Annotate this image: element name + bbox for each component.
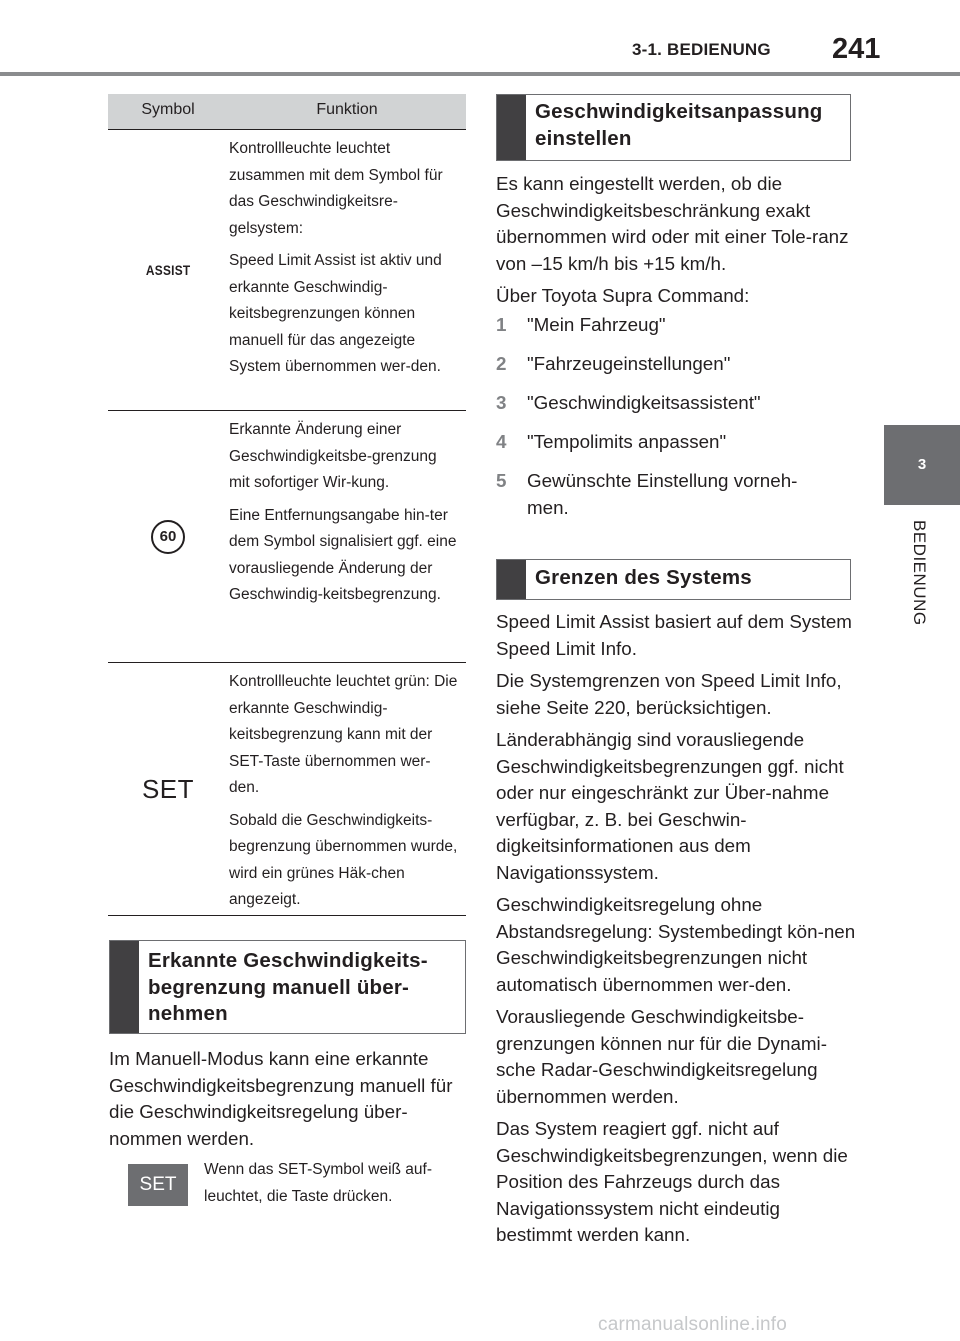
- table-row: [108, 663, 466, 916]
- function-cell: [228, 130, 466, 387]
- limits-body: [496, 609, 856, 1255]
- header-rule: [0, 72, 960, 76]
- limits-paragraph: Das System reagiert ggf. nicht auf Geschwindigkeitsbegrenzungen, wenn die Position des Fahrzeugs durch das Navigationssystem nicht eindeutig bestimmt werden kann.: [496, 1118, 848, 1245]
- step-text: "Fahrzeugeinstellungen": [527, 353, 731, 374]
- step-number: 5: [496, 470, 507, 491]
- symbol-table: [108, 94, 466, 916]
- list-item: [496, 312, 856, 339]
- heading-text: Geschwindigkeitsanpassung einstellen: [535, 100, 823, 150]
- speed-limit-sign-icon: 60: [151, 520, 185, 554]
- function-cell: [228, 663, 466, 920]
- step-number: 1: [496, 314, 507, 335]
- table-row: [108, 130, 466, 411]
- function-text: Kontrollleuchte leuchtet grün: Die erkannte Geschwindig-keitsbegrenzung kann mit der SET-Taste übernommen wer-den.: [229, 673, 458, 796]
- step-list: [496, 312, 856, 534]
- watermark: carmanualsonline.info: [598, 1314, 788, 1335]
- limits-paragraph: Vorausliegende Geschwindigkeitsbe-grenzungen können nur für die Dynami-sche Radar-Geschwindigkeitsregelung übernommen werden.: [496, 1006, 827, 1107]
- step-text: Gewünschte Einstellung vorneh-men.: [527, 470, 798, 518]
- limits-paragraph: Speed Limit Assist basiert auf dem System Speed Limit Info.: [496, 611, 852, 659]
- function-text: Erkannte Änderung einer Geschwindigkeitsbe-grenzung mit sofortiger Wir-kung.: [229, 421, 437, 491]
- set-note: Wenn das SET-Symbol weiß auf-leuchtet, die Taste drücken.: [204, 1161, 432, 1205]
- chapter-tab: 3: [884, 425, 960, 505]
- page-number: 241: [832, 33, 881, 65]
- list-item: [496, 429, 856, 456]
- step-text: "Tempolimits anpassen": [527, 431, 727, 452]
- table-header: [108, 94, 466, 130]
- chapter-label: BEDIENUNG: [910, 520, 929, 626]
- section-heading-manual: [109, 940, 466, 1034]
- heading-text: Erkannte Geschwindigkeits-begrenzung manuell über-nehmen: [148, 949, 428, 1025]
- page-header: [0, 0, 960, 80]
- assist-icon: ASSIST: [145, 262, 191, 278]
- limits-paragraph: Länderabhängig sind vorausliegende Geschwindigkeitsbegrenzungen ggf. nicht oder nur eingeschränkt zur Über-nahme verfügbar, z. B. bei Geschwin-digkeitsinformationen aus dem Navigationssystem.: [496, 729, 844, 883]
- step-number: 4: [496, 431, 507, 452]
- adjust-via: Über Toyota Supra Command:: [496, 285, 750, 306]
- manual-body: Im Manuell-Modus kann eine erkannte Geschwindigkeitsbegrenzung manuell für die Geschwindigkeitsregelung über-nommen werden.: [109, 1048, 453, 1149]
- section-heading-adjust: [496, 94, 851, 161]
- col-function-header: Funktion: [316, 101, 378, 118]
- function-text: Eine Entfernungsangabe hin-ter dem Symbol signalisiert ggf. eine vorausliegende Änderung der Geschwindig-keitsbegrenzung.: [229, 506, 457, 603]
- step-text: "Geschwindigkeitsassistent": [527, 392, 761, 413]
- adjust-intro: Es kann eingestellt werden, ob die Geschwindigkeitsbeschränkung exakt übernommen wird oder mit einer Tole-ranz von –15 km/h bis +15 km/h.: [496, 173, 849, 274]
- list-item: [496, 390, 856, 417]
- col-symbol-header: Symbol: [141, 101, 195, 118]
- limits-paragraph: Die Systemgrenzen von Speed Limit Info, siehe Seite 220, berücksichtigen.: [496, 670, 842, 718]
- step-number: 2: [496, 353, 507, 374]
- function-text: Speed Limit Assist ist aktiv und erkannte Geschwindig-keitsbegrenzungen können manuell für das angezeigte System übernommen wer-den.: [229, 252, 442, 375]
- section-title: 3-1. BEDIENUNG: [632, 40, 771, 59]
- set-button-icon: SET: [128, 1164, 188, 1206]
- function-text: Sobald die Geschwindigkeits-begrenzung übernommen wurde, wird ein grünes Häk-chen angezeigt.: [229, 811, 458, 908]
- limits-paragraph: Geschwindigkeitsregelung ohne Abstandsregelung: Systembedingt kön-nen Geschwindigkeitsbegrenzungen nicht automatisch übernommen wer-den.: [496, 894, 856, 995]
- section-heading-limits: [496, 559, 851, 600]
- table-row: [108, 411, 466, 663]
- function-text: Kontrollleuchte leuchtet zusammen mit dem Symbol für das Geschwindigkeitsre-gelsystem:: [229, 140, 443, 237]
- step-number: 3: [496, 392, 507, 413]
- list-item: [496, 468, 827, 521]
- function-cell: [228, 411, 466, 615]
- set-icon: SET: [141, 773, 195, 804]
- list-item: [496, 351, 856, 378]
- step-text: "Mein Fahrzeug": [527, 314, 666, 335]
- heading-text: Grenzen des Systems: [535, 566, 752, 589]
